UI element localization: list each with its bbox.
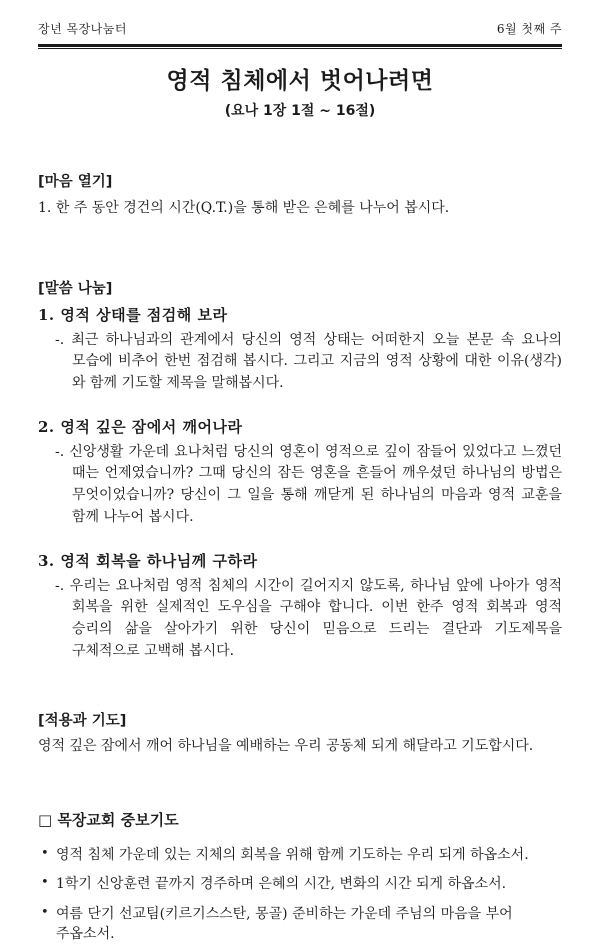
section-heading: 목장교회 중보기도 xyxy=(57,810,179,829)
header-divider-rule xyxy=(38,44,562,49)
scripture-reference: (요나 1장 1절 ~ 16절) xyxy=(224,103,376,119)
discussion-body: -. 최근 하나님과의 관계에서 당신의 영적 상태는 어떠한지 오늘 본문 속 요나의 모습에 비추어 한번 점검해 봅시다. 그리고 지금의 영적 상황에 대한 이유(생각)와 함께 기도할 제목을 말해봅시다. xyxy=(55,331,562,392)
discussion-body: -. 신앙생활 가운데 요나처럼 당신의 영혼이 영적으로 깊이 잠들어 있었다고 느꼈던 때는 언제였습니까? 그때 당신의 잠든 영혼을 흔들어 깨우셨던 하나님의 방법은 무엇이었습니까? 당신이 그 일을 통해 깨닫게 된 하나님의 마음과 영적 교훈을 함께 나누어 봅시다. xyxy=(55,443,562,525)
section-heart-open xyxy=(38,170,562,220)
square-bullet-icon: □ xyxy=(38,810,53,829)
header-left-label: 장년 목장나눔터 xyxy=(38,22,127,36)
section-heading: [마음 열기] xyxy=(38,174,113,190)
prayer-item xyxy=(38,845,562,865)
dot-bullet-icon: • xyxy=(41,845,49,861)
discussion-item-2 xyxy=(38,416,562,529)
prayer-text: 영적 침체 가운데 있는 지체의 회복을 위해 함께 기도하는 우리 되게 하옵소서. xyxy=(56,846,529,863)
section-intercession xyxy=(38,809,562,944)
discussion-item-1 xyxy=(38,304,562,395)
prayer-text: 1학기 신앙훈련 끝까지 경주하며 은혜의 시간, 변화의 시간 되게 하옵소서. xyxy=(56,876,507,893)
discussion-title: 1. 영적 상태를 점검해 보라 xyxy=(38,305,228,324)
discussion-title: 2. 영적 깊은 잠에서 깨어나라 xyxy=(38,417,243,436)
section-heading-row xyxy=(38,809,562,830)
page-title: 영적 침체에서 벗어나려면 xyxy=(166,68,434,94)
section-heading: [적용과 기도] xyxy=(38,713,127,730)
dot-bullet-icon: • xyxy=(41,904,49,920)
prayer-list xyxy=(38,845,562,944)
discussion-item-3 xyxy=(38,550,562,663)
section-apply-pray xyxy=(38,709,562,758)
discussion-title: 3. 영적 회복을 하나님께 구하라 xyxy=(38,551,258,570)
section-item: 1. 한 주 동안 경건의 시간(Q.T.)을 통해 받은 은혜를 나누어 봅시다. xyxy=(38,200,450,216)
prayer-item xyxy=(38,874,562,894)
prayer-item xyxy=(38,904,562,944)
discussion-body: -. 우리는 요나처럼 영적 침체의 시간이 길어지지 않도록, 하나님 앞에 나아가 영적 회복을 위한 실제적인 도우심을 구해야 합니다. 이번 한주 영적 회복과 영적 승리의 삶을 살아가기 위한 당신이 믿음으로 드리는 결단과 기도제목을 구체적으로 고백해 봅시다. xyxy=(55,577,562,659)
section-word-share xyxy=(38,277,562,663)
prayer-text: 여름 단기 선교팀(키르기스스탄, 몽골) 준비하는 가운데 주님의 마음을 부어 주옵소서. xyxy=(56,905,513,942)
page-header xyxy=(38,20,562,37)
dot-bullet-icon: • xyxy=(41,875,49,891)
section-heading: [말씀 나눔] xyxy=(38,280,113,297)
section-body: 영적 깊은 잠에서 깨어 하나님을 예배하는 우리 공동체 되게 해달라고 기도합시다. xyxy=(38,738,534,755)
header-right-label: 6월 첫째 주 xyxy=(496,22,562,36)
